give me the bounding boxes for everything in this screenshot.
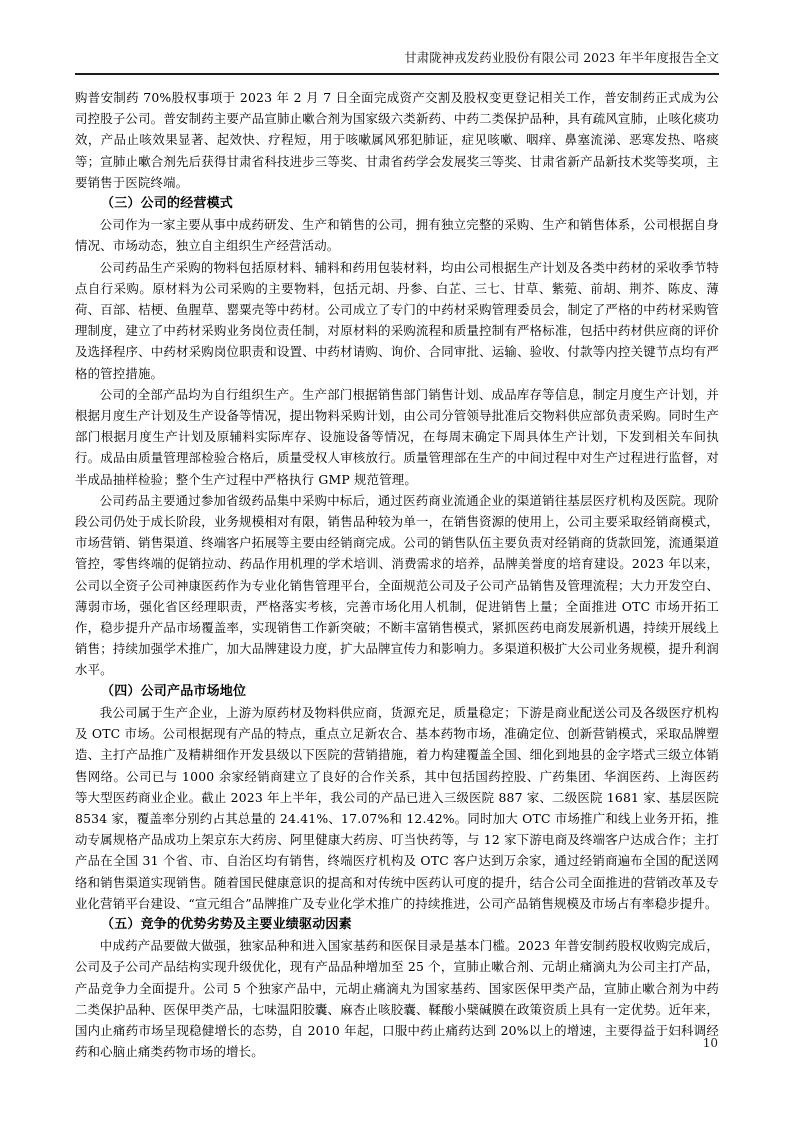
header-title: 甘肃陇神戎发药业股份有限公司 2023 年半年度报告全文 (404, 50, 719, 65)
paragraph: 公司药品生产采购的物料包括原材料、辅料和药用包装材料，均由公司根据生产计划及各类中药材的采收季节特点自行采购。原材料为公司采购的主要物料，包括元胡、丹参、白芷、三七、甘草、紫菀、前胡、荆芥、陈皮、薄荷、百部、桔梗、鱼腥草、罂粟壳等中药材。公司成立了专门的中药材采购管理委员会，制定了严格的中药材采购管理制度，建立了中药材采购业务岗位责任制，对原材料的采购流程和质量控制有严格标准，包括中药材供应商的评价及选择程序、中药材采购岗位职责和设置、中药材请购、询价、合同审批、运输、验收、付款等内控关键节点均有严格的管控措施。 (75, 259, 719, 381)
section-heading-competitive-advantages: （五）竞争的优势劣势及主要业绩驱动因素 (101, 916, 352, 932)
section-heading-market-position: （四）公司产品市场地位 (101, 683, 247, 699)
document-body (75, 87, 719, 1062)
paragraph-intro: 购普安制药 70%股权事项于 2023 年 2 月 7 日全面完成资产交割及股权变更登记相关工作，普安制药正式成为公司控股子公司。普安制药主要产品宣肺止嗽合剂为国家级六类新药、中药二类保护品种，具有疏风宣肺，止咳化痰功效，产品止咳效果显著、起效快、疗程短，用于咳嗽属风邪犯肺证，症见咳嗽、咽痒、鼻塞流涕、恶寒发热、咯痰等；宣肺止嗽合剂先后获得甘肃省科技进步三等奖、甘肃省药学会发展奖三等奖、甘肃省新产品新技术奖等奖项，主要销售于医院终端。 (75, 90, 719, 190)
paragraph: 我公司属于生产企业，上游为原药材及物料供应商，货源充足，质量稳定；下游是商业配送公司及各级医疗机构及 OTC 市场。公司根据现有产品的特点，重点立足新农合、基本药物市场，准确定位、创新营销模式，采取品牌塑造、主打产品推广及精耕细作开发县级以下医院的营销措施，着力构建覆盖全国、细化到地县的金字塔式三级立体销售网络。公司已与 1000 余家经销商建立了良好的合作关系，其中包括国药控股、广药集团、华润医药、上海医药等大型医药商业企业。截止 2023 年上半年，我公司的产品已进入三级医院 887 家、二级医院 1681 家、基层医院 8534 家，覆盖率分别约占其总量的 24.41%、17.07%和 12.42%。同时加大 OTC 市场推广和线上业务开拓，推动专属规格产品成功上架京东大药房、阿里健康大药房、叮当快药等，与 12 家下游电商及终端客户达成合作；主打产品在全国 31 个省、市、自治区均有销售，终端医疗机构及 OTC 客户达到万余家，通过经销商遍布全国的配送网络和销售渠道实现销售。随着国民健康意识的提高和对传统中医药认可度的提升，结合公司全面推进的营销改革及专业化营销平台建设、“宣元组合”品牌推广及专业化学术推广的持续推进，公司产品销售规模及市场占有率稳步提升。 (75, 704, 719, 911)
paragraph: 公司药品主要通过参加省级药品集中采购中标后，通过医药商业流通企业的渠道销往基层医疗机构及医院。现阶段公司仍处于成长阶段，业务规模相对有限，销售品种较为单一，在销售资源的使用上，公司主要采取经销商模式，市场营销、销售渠道、终端客户拓展等主要由经销商完成。公司的销售队伍主要负责对经销商的货款回笼，流通渠道管控，零售终端的促销拉动、药品作用机理的学术培训、消费需求的培养，品牌美誉度的培育建设。2023 年以来，公司以全资子公司神康医药作为专业化销售管理平台，全面规范公司及子公司产品销售及管理流程；大力开发空白、薄弱市场，强化省区经理职责，严格落实考核，完善市场化用人机制，促进销售上量；全面推进 OTC 市场开拓工作，稳步提升产品市场覆盖率，实现销售工作新突破；不断丰富销售模式，紧抓医药电商发展新机遇，持续开展线上销售；持续加强学术推广，加大品牌建设力度，扩大品牌宣传力和影响力。多渠道积极扩大公司业务规模，提升利润水平。 (75, 492, 719, 678)
page-header (75, 48, 719, 75)
paragraph: 公司作为一家主要从事中成药研发、生产和销售的公司，拥有独立完整的采购、生产和销售体系，公司根据自身情况、市场动态，独立自主组织生产经营活动。 (75, 217, 719, 254)
paragraph: 公司的全部产品均为自行组织生产。生产部门根据销售部门销售计划、成品库存等信息，制定月度生产计划，并根据月度生产计划及生产设备等情况，提出物料采购计划，由公司分管领导批准后交物料供应部负责采购。同时生产部门根据月度生产计划及原辅料实际库存、设施设备等情况，在每周末确定下周具体生产计划，下发到相关车间执行。成品由质量管理部检验合格后，质量受权人审核放行。质量管理部在生产的中间过程中对生产过程进行监督，对半成品抽样检验；整个生产过程中严格执行 GMP 规范管理。 (75, 386, 719, 487)
page-number: 10 (702, 1036, 718, 1050)
section-heading-business-model: （三）公司的经营模式 (101, 196, 234, 212)
paragraph: 中成药产品要做大做强，独家品种和进入国家基药和医保目录是基本门槛。2023 年普安制药股权收购完成后，公司及子公司产品结构实现升级优化，现有产品品种增加至 25 个，宣肺止嗽合剂、元胡止痛滴丸为公司主打产品，产品竞争力全面提升。公司 5 个独家产品中，元胡止痛滴丸为国家基药、国家医保甲类产品，宣肺止嗽合剂为中药二类保护品种、医保甲类产品，七味温阳胶囊、麻杏止咳胶囊、鞣酸小檗碱膜在政策资质上具有一定优势。近年来，国内止痛药市场呈现稳健增长的态势，自 2010 年起，口服中药止痛药达到 20%以上的增速，主要得益于妇科调经药和心脑止痛类药物市场的增长。 (75, 938, 719, 1060)
